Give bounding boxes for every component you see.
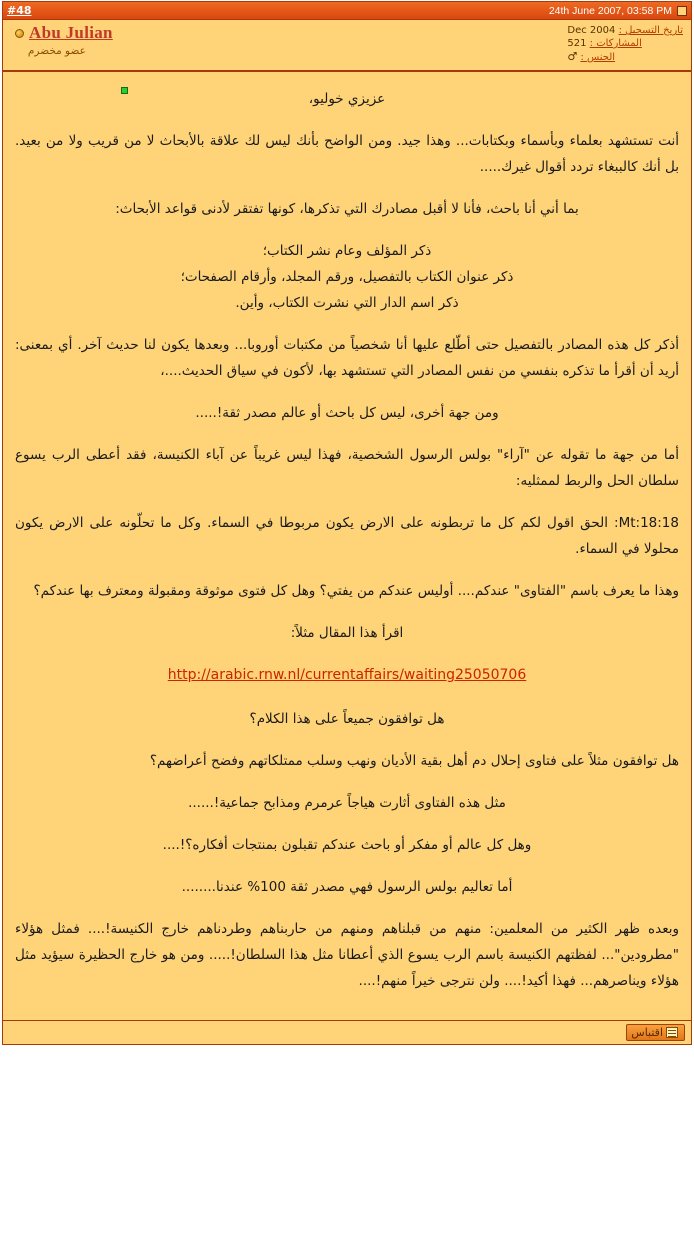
- post-body: [3, 72, 691, 1020]
- user-meta-value: 521: [567, 38, 587, 49]
- flag-icon: [677, 6, 687, 16]
- user-meta-row: [567, 50, 683, 64]
- post-paragraph: ذكر المؤلف وعام نشر الكتاب؛: [262, 243, 432, 259]
- user-meta-value: Dec 2004: [567, 25, 616, 36]
- external-link-line: [15, 662, 679, 688]
- post-user-strip: [3, 20, 691, 72]
- quote-button-label: اقتباس: [631, 1026, 663, 1039]
- post-paragraph: هل توافقون مثلاً على فتاوى إحلال دم أهل بقية الأديان ونهب وسلب ممتلكاتهم وفضح أعراضهم؟: [149, 753, 679, 769]
- post-paragraph: مثل هذه الفتاوى أثارت هياجاً عرمرم ومذابح جماعية!......: [188, 795, 506, 811]
- user-identity-block: [11, 23, 113, 57]
- user-meta-label: المشاركات :: [589, 38, 642, 49]
- post-paragraph: أما من جهة ما تقوله عن "آراء" بولس الرسول الشخصية، فهذا ليس غريباً عن آباء الكنيسة، فقد أعطى الرب يسوع سلطان الحل والربط لممثليه:: [15, 447, 679, 489]
- username-line: [15, 23, 113, 43]
- status-bullet-icon: [15, 29, 24, 38]
- post-number-link[interactable]: #48: [7, 4, 32, 17]
- username-link[interactable]: Abu Julian: [29, 23, 113, 42]
- page-root: [0, 1, 694, 1234]
- external-link[interactable]: http://arabic.rnw.nl/currentaffairs/waiting25050706: [167, 667, 527, 683]
- user-meta-label: تاريخ التسجيل :: [618, 25, 683, 36]
- user-meta-block: [567, 23, 683, 64]
- post-paragraph: هل توافقون جميعاً على هذا الكلام؟: [249, 711, 445, 727]
- post-paragraph: وهل كل عالم أو مفكر أو باحث عندكم تقبلون بمنتجات أفكاره؟!....: [162, 837, 532, 853]
- post-paragraph: أذكر كل هذه المصادر بالتفصيل حتى أطّلع عليها أنا شخصياً من مكتبات أوروبا... وبعدها يكون لنا حديث آخر. أي بمعنى: أريد أن أقرأ ما تذكره بنفسي من نفس المصادر التي تستشهد بها، لأكون في سياق الحديث....،: [15, 337, 679, 379]
- quote-button[interactable]: [626, 1024, 685, 1041]
- user-meta-row: [567, 24, 683, 37]
- quote-icon: [666, 1027, 678, 1038]
- gender-icon: ♂: [567, 50, 578, 63]
- post-date-group: [549, 5, 687, 17]
- post-paragraph: ذكر اسم الدار التي نشرت الكتاب، وأين.: [235, 295, 459, 311]
- online-indicator-icon: [121, 87, 128, 94]
- post-paragraph: أما تعاليم بولس الرسول فهي مصدر ثقة 100% عندنا........: [181, 879, 513, 895]
- post-footer-bar: [3, 1020, 691, 1044]
- post-paragraph: بما أني أنا باحث، فأنا لا أقبل مصادرك التي تذكرها، كونها تفتقر لأدنى قواعد الأبحاث:: [115, 201, 579, 217]
- post-paragraph-closing: وبعده ظهر الكثير من المعلمين: منهم من قبلناهم ومنهم من حاربناهم وطردناهم خارج الكنيسة!.... فمثل هؤلاء "مطرودين"... لفظتهم الكنيسة باسم الرب يسوع الذي أعطانا مثل هذا السلطان!..... ومن هو خارج الحظيرة سيؤيد مثل هؤلاء ويناصرهم... فهذا أكيد!.... ولن نترجى خيراً منهم!....: [15, 921, 679, 989]
- user-title: عضو مخضرم: [27, 45, 86, 57]
- post-paragraph: ذكر عنوان الكتاب بالتفصيل، ورقم المجلد، وأرقام الصفحات؛: [180, 269, 514, 285]
- post-paragraph: وهذا ما يعرف باسم "الفتاوى" عندكم.... أوليس عندكم من يفتي؟ وهل كل فتوى موثوقة ومقبولة ومعترف بها عندكم؟: [33, 583, 679, 599]
- post-paragraph-scripture: Mt:18:18: الحق اقول لكم كل ما تربطونه على الارض يكون مربوطا في السماء. وكل ما تحلّونه على الارض يكون محلولا في السماء.: [15, 515, 679, 557]
- post-paragraph: أنت تستشهد بعلماء وبأسماء وبكتابات... وهذا جيد. ومن الواضح بأنك ليس لك علاقة بالأبحاث لا من قريب ولا من بعيد. بل أنك كالببغاء تردد أقوال غيرك.....: [15, 133, 679, 175]
- post-date: 24th June 2007, 03:58 PM: [548, 4, 672, 17]
- user-meta-row: [567, 37, 683, 50]
- post-header-bar: [3, 2, 691, 20]
- post-paragraph: ومن جهة أخرى، ليس كل باحث أو عالم مصدر ثقة!.....: [195, 405, 499, 421]
- forum-post: [2, 1, 692, 1045]
- post-paragraph: اقرأ هذا المقال مثلاً:: [290, 625, 404, 641]
- user-meta-label: الجنس :: [580, 52, 616, 63]
- post-paragraph: عزيزي خوليو،: [308, 91, 386, 107]
